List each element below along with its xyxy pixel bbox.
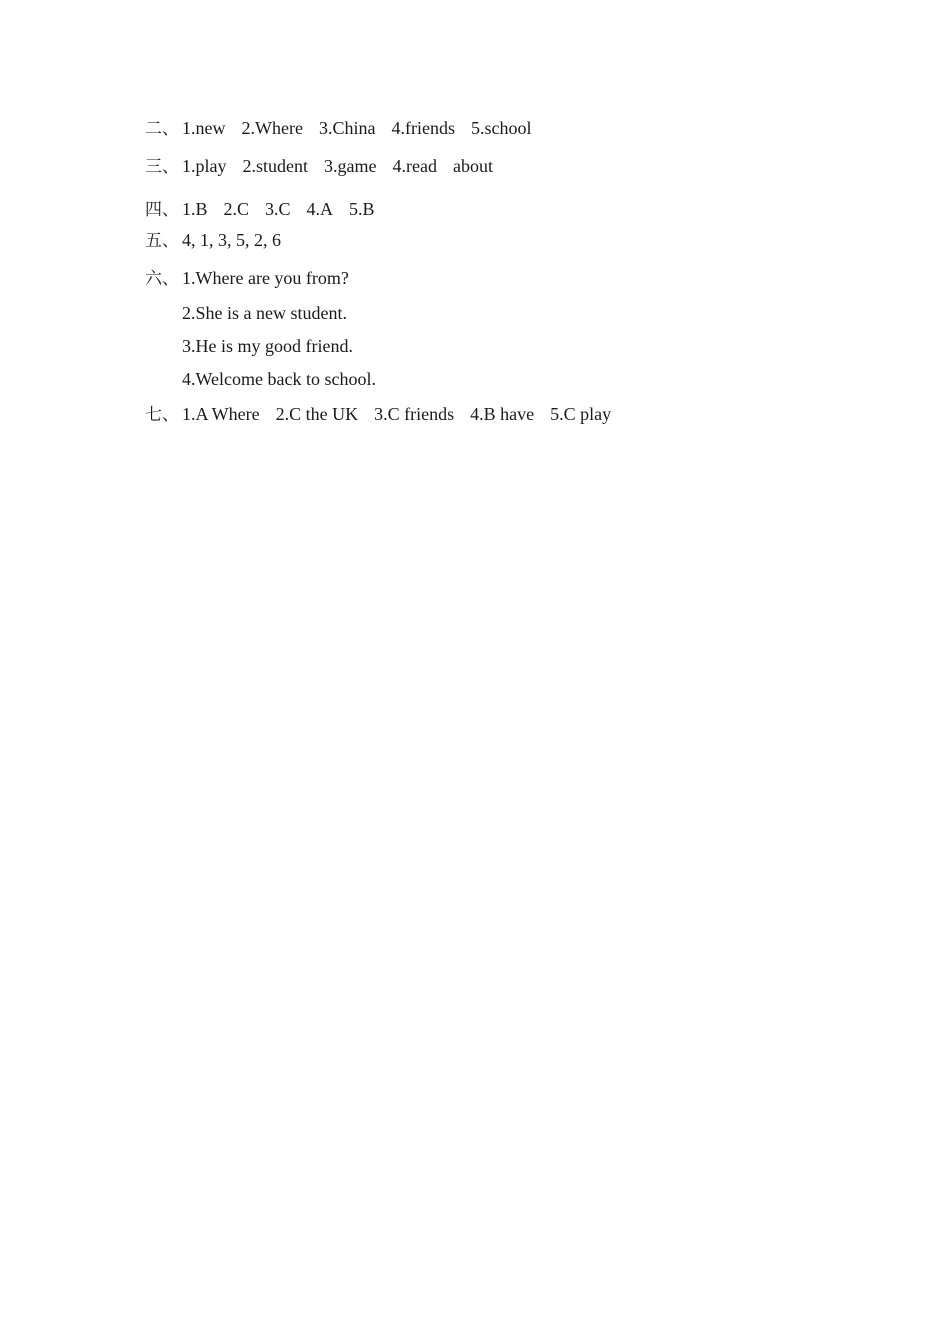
answer-item: 3.game [324, 156, 377, 176]
answer-item: 5.B [349, 199, 375, 219]
answer-section-5 [145, 229, 281, 252]
answer-item: 3.China [318, 118, 376, 138]
answer-item: 4.friends [391, 118, 455, 138]
answer-section-3 [145, 155, 493, 178]
answer-item: 2.C [223, 199, 250, 219]
answer-item: 3.C [265, 199, 291, 219]
section-number: 四、 [145, 200, 179, 220]
answer-item: 1.A Where [182, 404, 260, 424]
answer-item: 4.read [392, 156, 437, 176]
answer-section-7 [145, 403, 611, 426]
answer-item: 3.C friends [374, 404, 455, 424]
answer-item: 1.B [182, 199, 208, 219]
answer-sentence: 3.He is my good friend. [182, 336, 353, 356]
answer-sentence: 4.Welcome back to school. [182, 369, 376, 389]
answer-sequence: 4, 1, 3, 5, 2, 6 [182, 230, 281, 250]
answer-item: 5.C play [550, 404, 612, 424]
answer-sentence: 1.Where are you from? [182, 268, 349, 288]
answer-item: 2.student [242, 156, 308, 176]
answer-item: about [452, 156, 493, 176]
answer-item: 5.school [470, 118, 532, 138]
section-number: 二、 [145, 119, 179, 139]
answer-sentence: 2.She is a new student. [182, 303, 347, 323]
answer-item: 1.play [182, 156, 227, 176]
section-number: 三、 [145, 157, 179, 177]
answer-section-2 [145, 117, 531, 140]
answer-item: 4.A [306, 199, 334, 219]
answer-section-4 [145, 198, 375, 221]
answer-section-6 [145, 267, 349, 290]
section-number: 六、 [145, 269, 179, 289]
section-number: 七、 [145, 405, 179, 425]
answer-item: 1.new [182, 118, 226, 138]
answer-item: 2.C the UK [275, 404, 359, 424]
answer-item: 4.B have [470, 404, 535, 424]
section-number: 五、 [145, 231, 179, 251]
answer-item: 2.Where [241, 118, 303, 138]
